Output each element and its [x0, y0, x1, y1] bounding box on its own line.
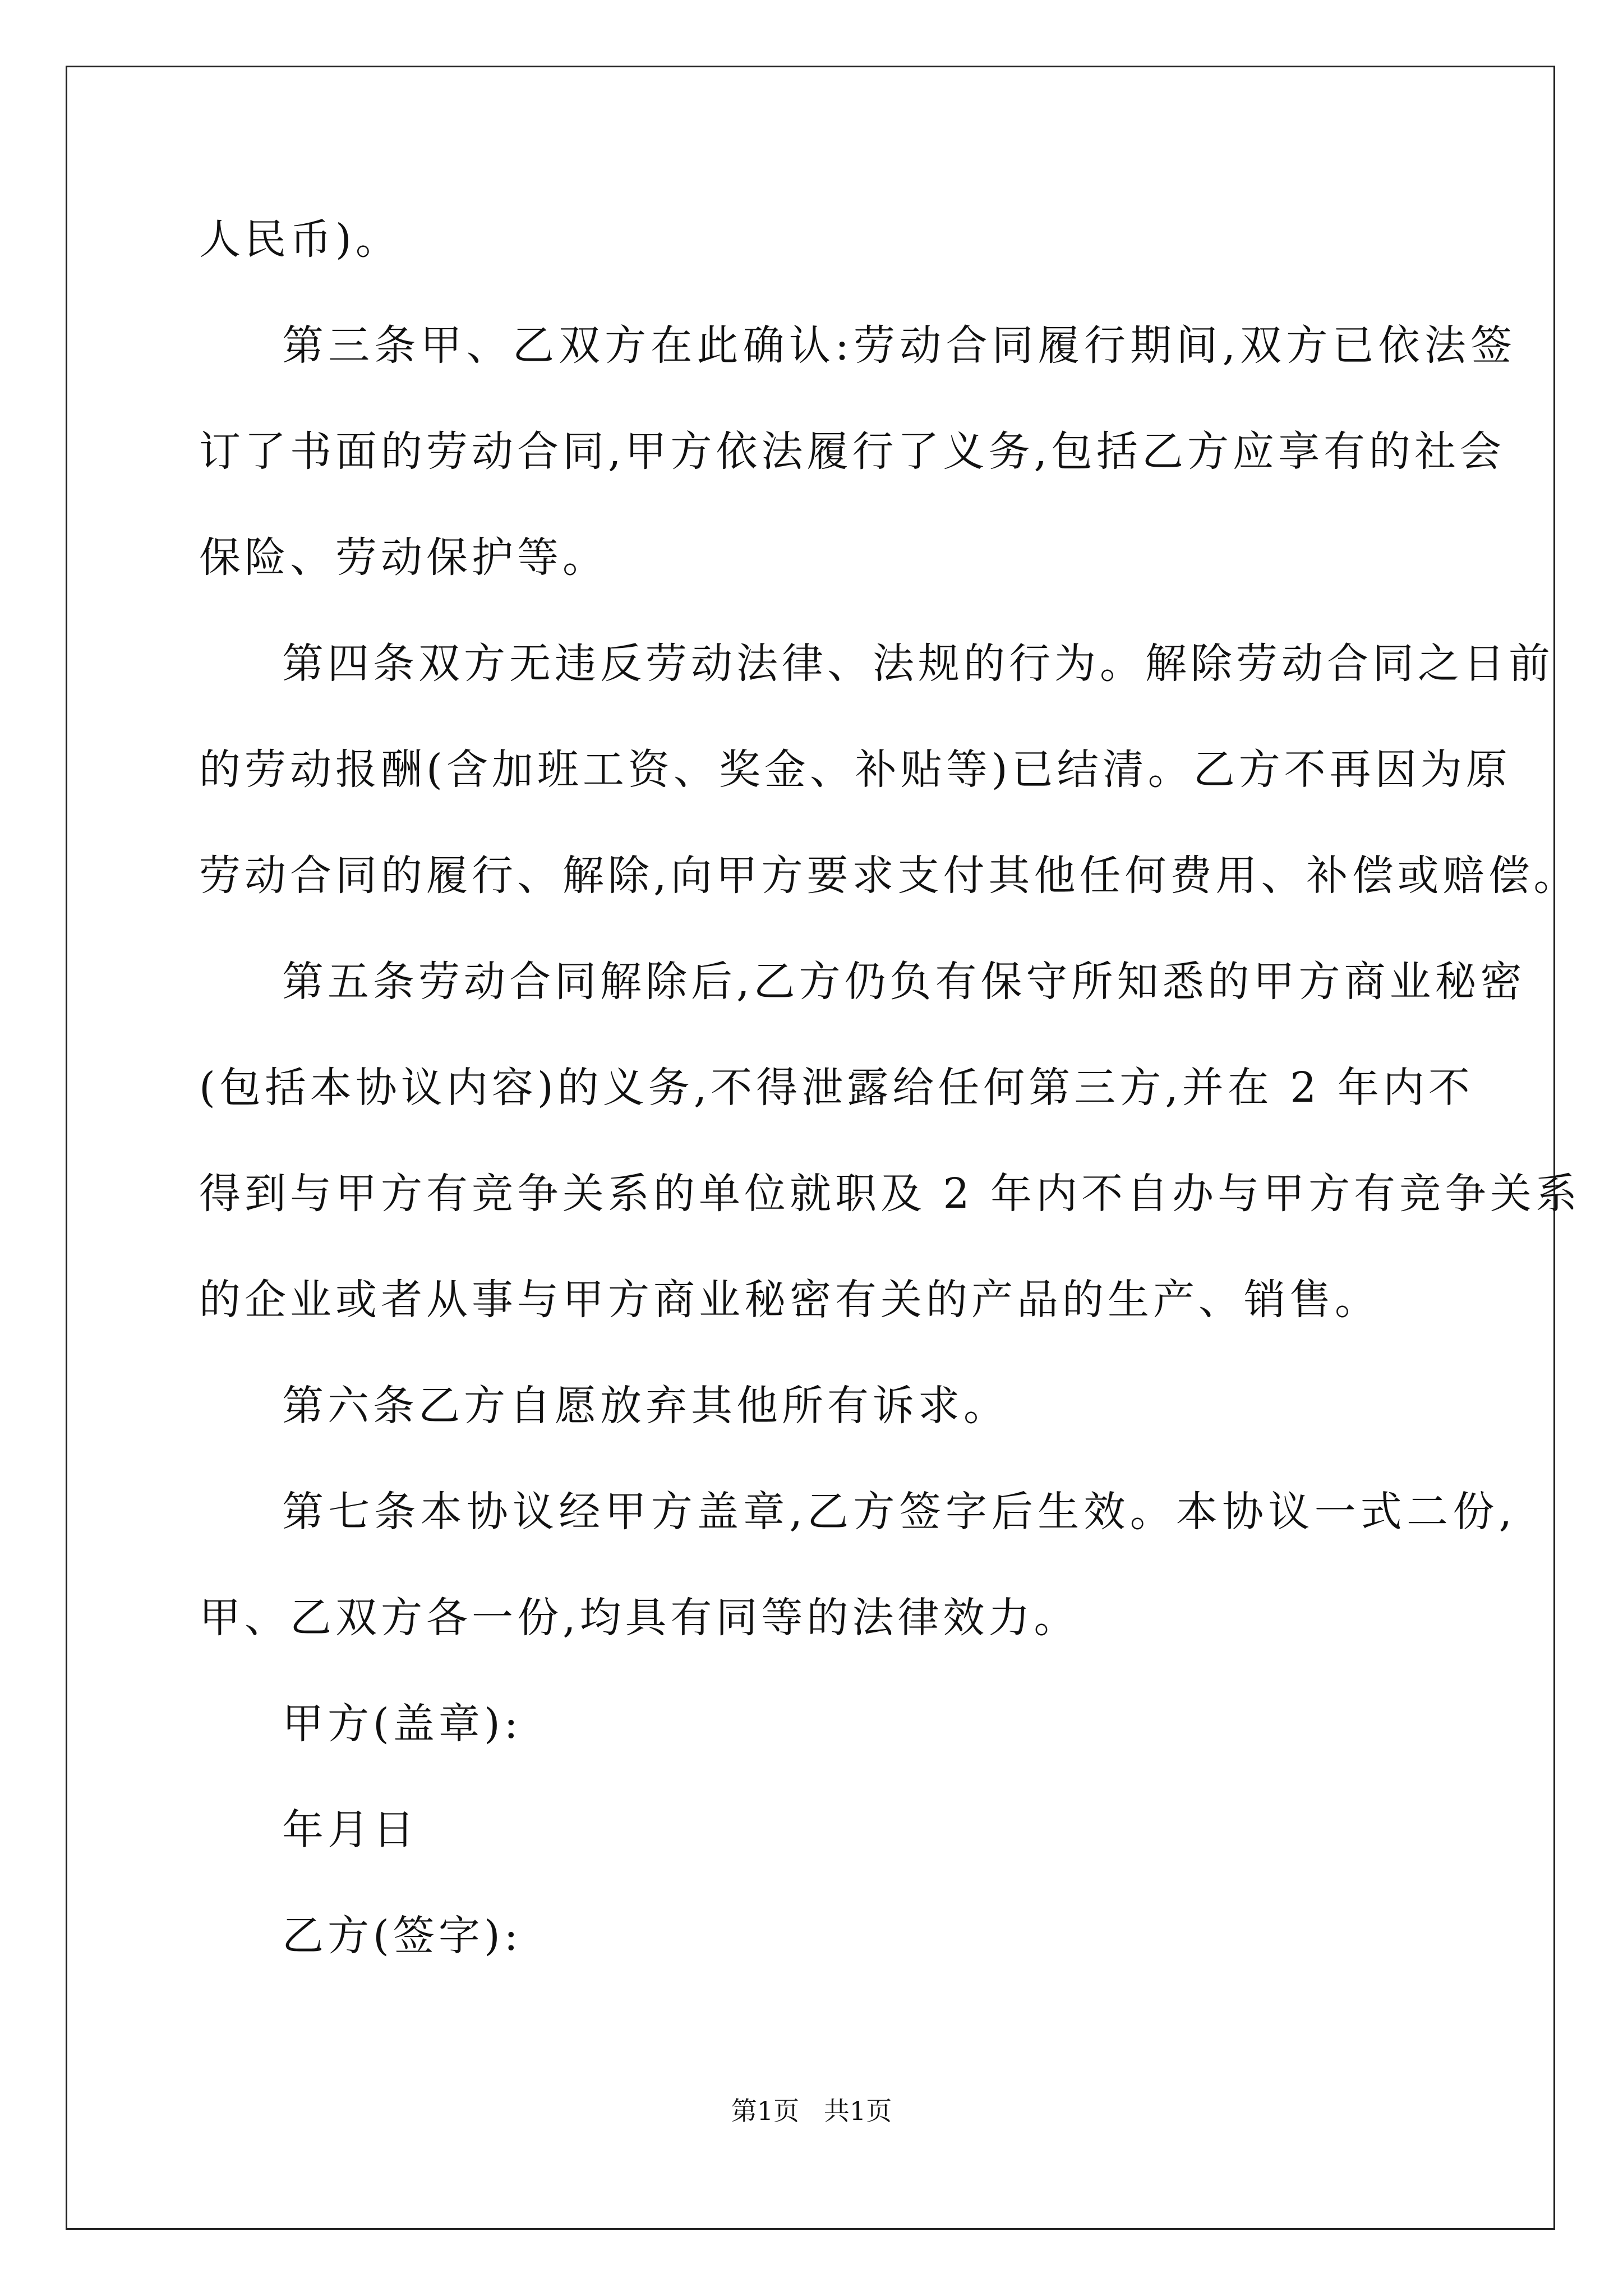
text-line: 订了书面的劳动合同,甲方依法履行了义务,包括乙方应享有的社会 — [199, 427, 1506, 476]
date-line: 年月日 — [282, 1806, 418, 1854]
page-number: 第1页 共1页 — [731, 2096, 892, 2126]
text-line: 第七条本协议经甲方盖章,乙方签字后生效。本协议一式二份, — [282, 1488, 1516, 1536]
text-line: 的企业或者从事与甲方商业秘密有关的产品的生产、销售。 — [199, 1276, 1380, 1324]
text-line: 第三条甲、乙双方在此确认:劳动合同履行期间,双方已依法签 — [282, 321, 1516, 370]
text-line: 的劳动报酬(含加班工资、奖金、补贴等)已结清。乙方不再因为原 — [199, 746, 1511, 794]
party-b-signature-line: 乙方(签字): — [282, 1912, 522, 1960]
text-line: 得到与甲方有竞争关系的单位就职及 2 年内不自办与甲方有竞争关系 — [199, 1170, 1581, 1218]
text-line: 人民币)。 — [199, 215, 401, 264]
text-line: 甲、乙双方各一份,均具有同等的法律效力。 — [199, 1594, 1080, 1642]
text-line: (包括本协议内容)的义务,不得泄露给任何第三方,并在 2 年内不 — [199, 1064, 1474, 1112]
text-line: 劳动合同的履行、解除,向甲方要求支付其他任何费用、补偿或赔偿。 — [199, 852, 1579, 900]
document-body — [199, 215, 1581, 2021]
text-line: 第五条劳动合同解除后,乙方仍负有保守所知悉的甲方商业秘密 — [282, 958, 1526, 1006]
party-a-signature-line: 甲方(盖章): — [282, 1700, 522, 1748]
text-line: 保险、劳动保护等。 — [199, 533, 608, 582]
text-line: 第六条乙方自愿放弃其他所有诉求。 — [282, 1382, 1009, 1430]
text-line: 第四条双方无违反劳动法律、法规的行为。解除劳动合同之日前 — [282, 639, 1554, 688]
